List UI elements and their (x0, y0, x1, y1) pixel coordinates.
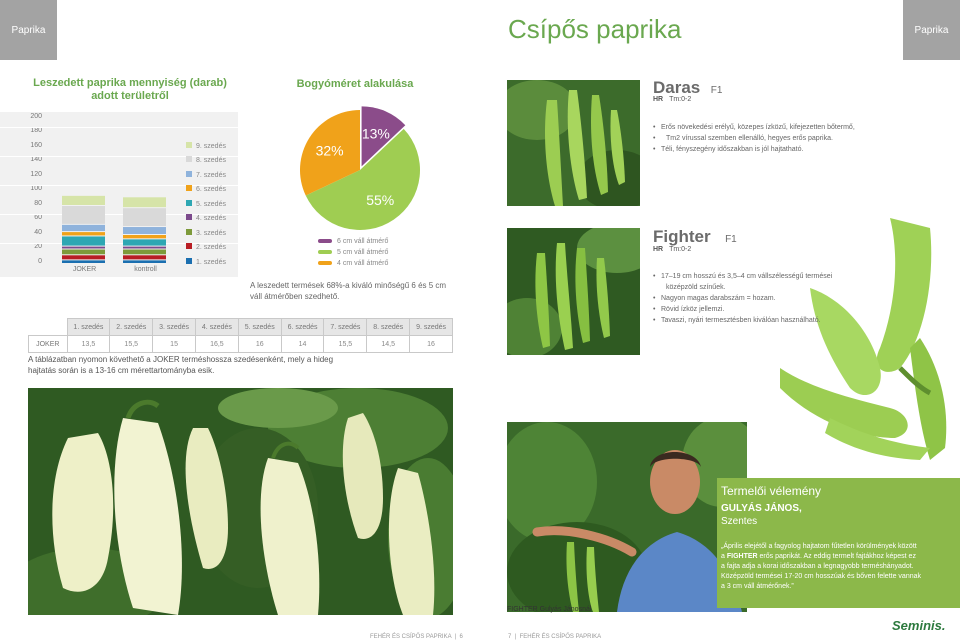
table-header-cell: 6. szedés (281, 319, 324, 336)
bar-chart-title-line2: adott területről (91, 90, 169, 102)
testimonial-city: Szentes (721, 516, 758, 527)
quote-part: erős paprikát. Az eddig termelt fajtákhoz képest ez (757, 553, 916, 560)
legend-label: 2. szedés (196, 244, 226, 251)
legend-item (186, 142, 226, 150)
bar-chart-title (30, 77, 230, 103)
table-cell: 15,5 (324, 336, 367, 353)
pie-chart-title: Bogyóméret alakulása (296, 78, 414, 90)
legend-item (186, 229, 226, 237)
white-pepper-photo (28, 388, 453, 615)
quote-line: „Április elejétől a fagyolog hajtatom fűtetlen körülmények között (721, 543, 917, 550)
grower-photo-caption: FIGHTER Gulyás Jánosnál (507, 606, 592, 613)
bar-segment (62, 250, 105, 255)
table-cell: 16,5 (195, 336, 238, 353)
pie-chart-caption: A leszedett termések 68%-a kiváló minőségű 6 és 5 cm váll átmérőben szedhető. (250, 281, 447, 301)
table-header-cell: 1. szedés (67, 319, 110, 336)
pie-chart-legend (318, 238, 428, 271)
legend-item (186, 243, 226, 251)
bar-segment (62, 232, 105, 235)
table-cell: 16 (410, 336, 453, 353)
y-tick: 200 (30, 113, 42, 120)
table-cell: 14,5 (367, 336, 410, 353)
length-table (28, 318, 453, 353)
pie-legend-item (318, 238, 428, 249)
bar-chart-title-line1: Leszedett paprika mennyiség (darab) (33, 77, 227, 89)
quote-line: a fajta adja a korai időszakban a legnagyobb terméshányadot. (721, 563, 914, 570)
seminis-logo (892, 618, 945, 633)
legend-label: 7. szedés (196, 172, 226, 179)
table-cell: 15,5 (110, 336, 153, 353)
quote-line (721, 552, 957, 562)
fighter-resistance (653, 246, 691, 253)
daras-resistance-value: Tm:0-2 (669, 96, 692, 103)
daras-bullet: • Téli, fényszegény időszakban is jól hajtatható. (653, 144, 903, 155)
pie-legend-swatch (318, 239, 332, 243)
pie-legend-item (318, 249, 428, 260)
table-header-cell: 2. szedés (110, 319, 153, 336)
table-header-cell: 8. szedés (367, 319, 410, 336)
fighter-suffix: F1 (725, 234, 737, 245)
y-tick: 0 (38, 258, 42, 265)
footer-left: FEHÉR ÉS CSÍPŐS PAPRIKA | 6 (370, 634, 463, 640)
bar-segment (123, 247, 166, 249)
pie-slice-label: 13% (361, 125, 390, 142)
legend-swatch (186, 156, 192, 162)
grower-photo (507, 422, 747, 612)
table-cell-label: JOKER (29, 336, 68, 353)
bar-x-label-kontroll: kontroll (134, 266, 157, 273)
bar-segment (62, 247, 105, 249)
legend-swatch (186, 200, 192, 206)
bar-segment (123, 250, 166, 255)
bar-x-label-joker: JOKER (72, 266, 97, 273)
bar-segment (62, 255, 105, 259)
grower-illustration (507, 422, 747, 612)
daras-title (653, 78, 722, 98)
table-cell: 14 (281, 336, 324, 353)
pie-slice-label: 55% (366, 191, 395, 208)
fighter-bullet: • Tavaszi, nyári termesztésben kiválóan használható. (653, 315, 893, 326)
y-tick: 120 (30, 171, 42, 178)
legend-label: 8. szedés (196, 157, 226, 164)
legend-label: 1. szedés (196, 259, 226, 266)
table-cell: 15 (153, 336, 196, 353)
bar-segment (62, 225, 105, 231)
y-tick: 40 (34, 229, 42, 236)
quote-brand: FIGHTER (726, 553, 758, 560)
daras-resistance-prefix: HR (653, 96, 664, 103)
table-row (29, 336, 453, 353)
legend-swatch (186, 142, 192, 148)
bar-segment (62, 236, 105, 245)
pie-legend-label: 6 cm váll átmérő (337, 238, 389, 245)
legend-item (186, 171, 226, 179)
pie-legend-swatch (318, 261, 332, 265)
table-header-cell: 9. szedés (410, 319, 453, 336)
section-tab-right (903, 0, 960, 60)
table-header-row (29, 319, 453, 336)
testimonial-name: GULYÁS JÁNOS, (721, 503, 802, 514)
table-cell: 13,5 (67, 336, 110, 353)
bar-segment (123, 260, 166, 263)
legend-item (186, 214, 226, 222)
pie-chart (290, 100, 430, 240)
table-cell: 16 (238, 336, 281, 353)
fighter-bullet-cont: középzöld színűek. (666, 284, 726, 291)
y-tick: 80 (34, 200, 42, 207)
legend-swatch (186, 185, 192, 191)
legend-item (186, 200, 226, 208)
bar-segment (123, 239, 166, 245)
daras-name: Daras (653, 78, 701, 97)
fighter-pepper-illustration (507, 228, 640, 355)
y-tick: 180 (30, 127, 42, 134)
pie-slice-label: 32% (315, 142, 344, 159)
fighter-title (653, 227, 737, 247)
bar-segment (123, 197, 166, 207)
bar-segment (62, 196, 105, 205)
daras-suffix: F1 (710, 85, 723, 96)
y-tick: 20 (34, 243, 42, 250)
fighter-name: Fighter (653, 227, 711, 246)
bar-segment (123, 227, 166, 234)
legend-item (186, 156, 226, 164)
quote-line: Középzöld termései 17-20 cm hosszúak és bőven felette vannak (721, 573, 922, 580)
legend-swatch (186, 171, 192, 177)
daras-pepper-illustration (507, 80, 640, 206)
bar-segment (123, 208, 166, 226)
y-tick: 60 (34, 214, 42, 221)
seminis-logo-text: Seminis. (892, 618, 946, 633)
legend-label: 5. szedés (196, 201, 226, 208)
fighter-bullet: • 17–19 cm hosszú és 3,5–4 cm vállszélességű termései (653, 271, 893, 282)
legend-item (186, 258, 226, 266)
fighter-bullet: • Rövid ízköz jellemzi. (653, 304, 893, 315)
bar-segment (62, 260, 105, 263)
bar-segment (62, 206, 105, 224)
legend-swatch (186, 243, 192, 249)
fighter-resistance-prefix: HR (653, 246, 664, 253)
testimonial-heading: Termelői vélemény (721, 484, 822, 498)
fighter-photo (507, 228, 640, 355)
daras-photo (507, 80, 640, 206)
table-header-cell: 3. szedés (153, 319, 196, 336)
y-tick: 160 (30, 142, 42, 149)
table-header-cell: 5. szedés (238, 319, 281, 336)
table-note: A táblázatban nyomon követhető a JOKER terméshossza szedésenként, mely a hideg hajtatás során is a 13-16 cm mérettartományba esik. (28, 355, 334, 375)
pie-legend-swatch (318, 250, 332, 254)
page-title: Csípős paprika (508, 14, 682, 44)
table-header-cell: 7. szedés (324, 319, 367, 336)
white-pepper-illustration (28, 388, 453, 615)
pie-legend-label: 4 cm váll átmérő (337, 260, 389, 267)
daras-bullets (653, 122, 903, 155)
fighter-bullet: • Nagyon magas darabszám = hozam. (653, 293, 893, 304)
quote-part: a (721, 553, 727, 560)
table-header-cell: 4. szedés (195, 319, 238, 336)
section-tab-left-label: Paprika (11, 24, 46, 36)
table-header-cell (29, 319, 68, 336)
legend-item (186, 185, 226, 193)
y-tick: 100 (30, 185, 42, 192)
bar-chart-legend (186, 112, 238, 272)
section-tab-right-label: Paprika (914, 24, 949, 36)
y-tick: 140 (30, 156, 42, 163)
quote-line: a 3 cm váll átmérőnek.” (721, 583, 794, 590)
section-tab-left (0, 0, 57, 60)
pie-legend-item (318, 260, 428, 271)
daras-resistance (653, 96, 691, 103)
legend-swatch (186, 258, 192, 264)
fighter-large-pepper-illustration (770, 218, 960, 460)
daras-bullet: • Erős növekedési erélyű, közepes ízközű, kifejezetten bőtermő, (653, 122, 903, 133)
bar-segment (123, 235, 166, 238)
testimonial-quote (721, 542, 957, 592)
legend-swatch (186, 229, 192, 235)
fighter-resistance-value: Tm:0-2 (669, 246, 692, 253)
fighter-bullets (653, 271, 893, 326)
legend-label: 3. szedés (196, 230, 226, 237)
legend-label: 9. szedés (196, 143, 226, 150)
legend-label: 6. szedés (196, 186, 226, 193)
legend-label: 4. szedés (196, 215, 226, 222)
legend-swatch (186, 214, 192, 220)
footer-right: 7 | FEHÉR ÉS CSÍPŐS PAPRIKA (508, 634, 602, 640)
daras-bullet: • Tm2 vírussal szemben ellenálló, hegyes erős paprika. (653, 133, 903, 144)
fighter-large-pepper-photo (770, 218, 960, 460)
pie-legend-label: 5 cm váll átmérő (337, 249, 389, 256)
bar-segment (123, 255, 166, 259)
testimonial-panel (717, 478, 960, 608)
